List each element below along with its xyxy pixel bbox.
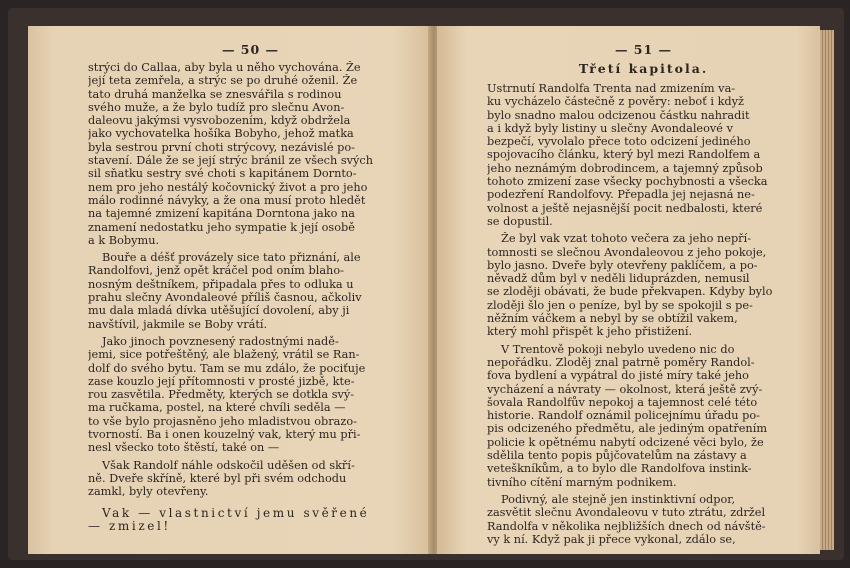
text-line: znamení nedostatku jeho sympatie k její osobě [88,220,355,234]
text-line: málo rodinné návyky, a že ona musí proto hledět [88,193,366,207]
text-line: její teta zemřela, a strýc se po druhé oženil. Že [88,74,358,88]
paragraph [487,232,800,338]
text-line: svého muže, a že bylo tudíž pro slečnu Avon- [88,100,345,114]
page-number: — 51 — [614,42,673,57]
closing-spaced-text [88,507,413,534]
text-line: policie k opětnému nabytí odcizené věci bylo, že [487,435,764,449]
right-page-text [487,82,800,546]
text-line: Bouře a déšť provázely sice tato přiznání, ale [102,251,361,265]
text-line: to vše bylo projasněno jeho mladistvou obrazo- [88,414,357,428]
text-line: rou zasvětila. Předměty, kterých se dotkla svý- [88,388,355,402]
text-line: ně. Dveře skříně, které byl při svém odchodu [88,471,347,485]
text-line: daleovu jakýmsi vysvobozením, když obdržela [88,114,351,128]
text-line: Však Randolf náhle odskočil uděšen od skří- [102,458,355,472]
text-line: zase kouzlo její přítomnosti v prosté jizbě, kte- [88,374,355,388]
text-line: fova bydlení a vypátral do jisté míry také jeho [487,369,749,383]
text-line: nesl všecko toto štěstí, také on — [88,441,280,455]
spaced-line: — zmizel! [88,519,171,533]
text-line: podezření Randolfovy. Přepadla jej nejasná ne- [487,188,755,202]
paragraph [88,251,413,331]
text-line: historie. Randolf oznámil policejnímu úřadu po- [487,409,760,423]
text-line: Jako jinoch povznesený radostnými nadě- [102,334,339,348]
text-line: se dopustil. [487,214,553,228]
text-line: něžním váčkem a nebyl by se obtížil vakem, [487,312,738,326]
text-line: který mohl přispět k jeho přistižení. [487,325,693,339]
text-line: dolf do svého bytu. Tam se mu zdálo, že pociťuje [88,361,366,375]
text-line: bylo snadno malou odcizenou částku nahradit [487,108,750,122]
paragraph [487,343,800,489]
text-line: navštívil, jakmile se Boby vrátí. [88,317,268,331]
text-line: pis odcizeného předmětu, ale jediným opatřením [487,422,768,436]
text-line: Podivný, ale stejně jen instinktivní odpor, [501,492,736,506]
text-line: bezpečí, vyvolalo přece toto odcizení jediného [487,135,751,149]
text-line: mu dala mladá dívka utěšující dovolení, aby ji [88,304,350,318]
open-book [8,8,844,560]
text-line: spojovacího článku, který byl mezi Randolfem a [487,148,761,162]
text-line: se zloději obávati, že bude překvapen. Kdyby bylo [487,285,773,299]
text-line: jako vychovatelka hošíka Bobyho, jehož matka [88,127,354,141]
text-line: byla sestrou první choti strýcovy, nezávislé po- [88,140,355,154]
text-line: V Trentově pokoji nebylo uvedeno nic do [501,342,735,356]
text-line: tohoto zmizení zase všecky pochybnosti a všecka [487,175,768,189]
paragraph [88,61,413,247]
spaced-line: Vak — vlastnictví jemu svěřené [102,506,370,520]
text-line: strýci do Callaa, aby byla u něho vychována. Že [88,61,361,74]
text-line: sil sňatku sestry své choti s kapitánem Dornto- [88,167,357,181]
paragraph [487,493,800,546]
paragraph [88,459,413,499]
left-page [28,26,433,554]
text-line: zloději šlo jen o peníze, byl by se spokojil s pe- [487,298,753,312]
text-line: sdělila tento popis půjčovatelům na zástavy a [487,449,747,463]
text-line: volnost a ještě nejasnější pocit nedbalosti, které [487,201,763,215]
text-line: nepořádku. Zloděj znal patrně poměry Randol- [487,355,755,369]
text-line: jeho neznámým dobrodincem, a tajemný způsob [487,161,763,175]
text-line: Ustrnutí Randolfa Trenta nad zmizením va- [487,82,736,95]
left-page-text [88,61,413,533]
text-line: šovala Randolfův nepokoj a tajemnost celé této [487,395,758,409]
text-line: tivního cítění marným podnikem. [487,475,677,489]
text-line: a k Bobymu. [88,233,160,247]
paragraph [487,82,800,228]
text-line: bylo jasno. Dveře byly otevřeny paklíčem, a po- [487,258,758,272]
text-line: zamkl, byly otevřeny. [88,485,209,499]
text-line: ma ručkama, postel, na které chvíli seděla — [88,401,346,415]
text-line: zasvětit slečnu Avondaleovu v tuto ztrátu, zdržel [487,506,766,520]
text-line: vycházení a návraty — okolnost, která ještě zvý- [487,382,763,396]
text-line: Že byl vak vzat tohoto večera za jeho nepří- [501,232,752,246]
text-line: tvorností. Ba i onen kouzelný vak, který mu při- [88,428,361,442]
text-line: stavení. Dále že se její strýc bránil ze všech svých [88,154,374,168]
text-line: Randolfa v několika nejbližších dnech od návště- [487,519,766,533]
text-line: na tajemné zmizení kapitána Dorntona jako na [88,207,355,221]
paragraph [88,335,413,455]
text-line: prahu slečny Avondaleové příliš časnou, ačkoliv [88,291,362,305]
text-line: veteškníkům, a to bylo dle Randolfova instink- [487,462,752,476]
text-line: tomnosti se slečnou Avondaleovou z jeho pokoje, [487,245,767,259]
text-line: něvadž dům byl v neděli liduprázden, nemusil [487,272,750,286]
text-line: jemi, sice potřeštěný, ale blažený, vrátil se Ran- [88,348,360,362]
text-line: nosným deštníkem, připadala přes to odluka u [88,277,354,291]
text-line: ku vycházelo částečně z pověry: neboť i když [487,95,744,109]
text-line: a i když byly listiny u slečny Avondaleové v [487,121,733,135]
text-line: vy k ní. Když pak ji přece vykonal, zdálo se, [487,532,736,546]
page-edges [820,30,834,550]
right-page [437,26,820,554]
page-number: — 50 — [221,42,280,57]
text-line: Randolfovi, jenž opět kráčel pod oním blaho- [88,264,344,278]
text-line: tato druhá manželka se znesvářila s rodinou [88,87,342,101]
text-line: nem pro jeho nestálý kočovnický život a pro jeho [88,180,368,194]
chapter-title: Třetí kapitola. [578,61,709,76]
